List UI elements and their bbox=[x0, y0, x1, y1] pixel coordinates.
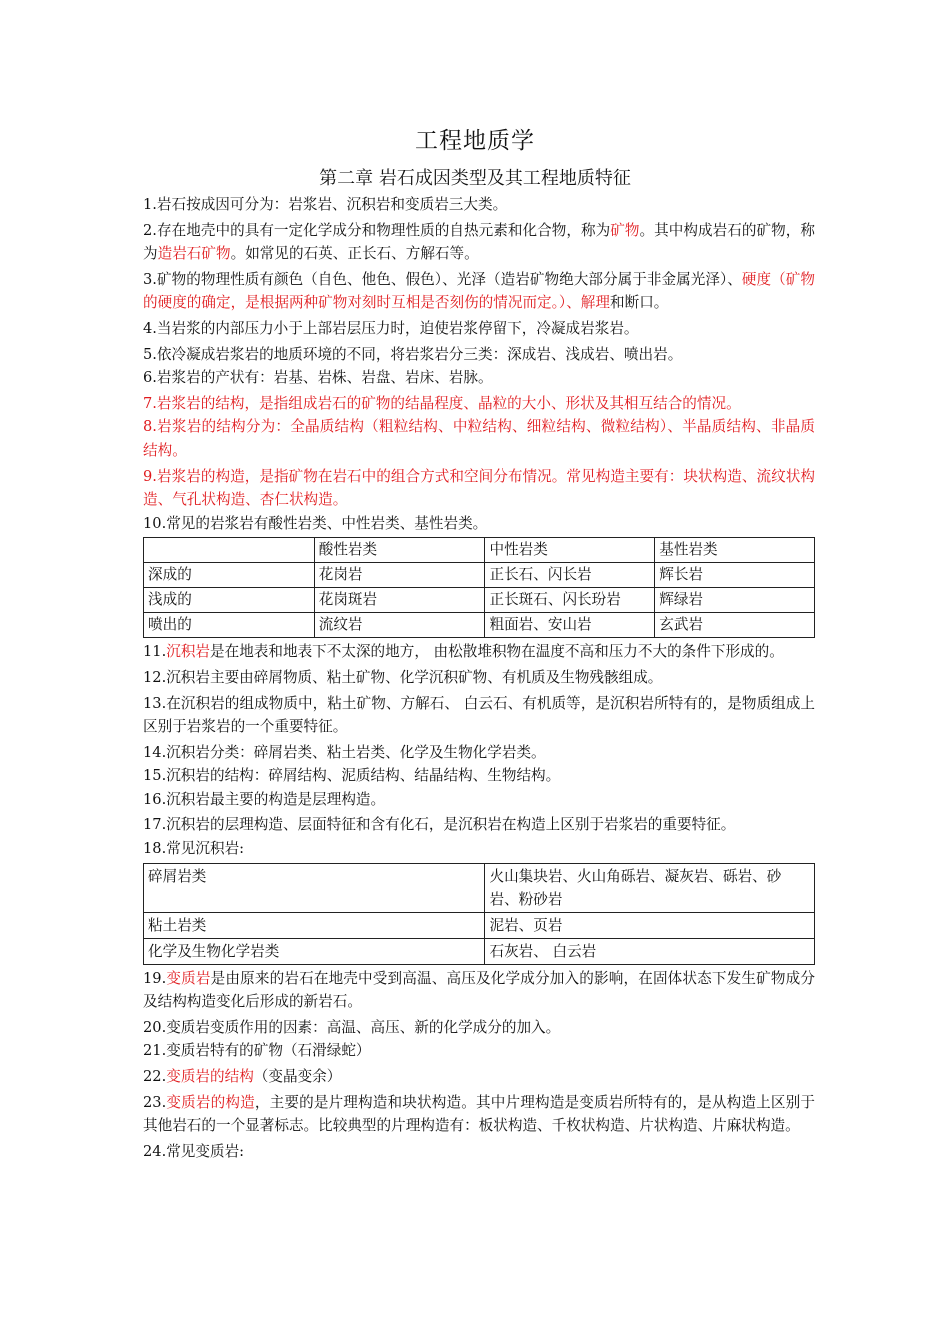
item-20: 20.变质岩变质作用的因素：高温、高压、新的化学成分的加入。 bbox=[143, 1018, 561, 1036]
item-22: 22.变质岩的结构（变晶变余） bbox=[143, 1068, 342, 1086]
table-row bbox=[144, 588, 815, 613]
igneous-rock-table bbox=[143, 537, 815, 638]
table-row bbox=[144, 912, 815, 938]
table-cell: 浅成的 bbox=[144, 588, 315, 613]
sedimentary-rock-table bbox=[143, 863, 815, 965]
table-cell: 辉长岩 bbox=[655, 563, 815, 588]
item-14: 14.沉积岩分类：碎屑岩类、粘土岩类、化学及生物化学岩类。 bbox=[143, 743, 546, 761]
table-cell: 花岗岩 bbox=[314, 563, 485, 588]
item-8: 8.岩浆岩的结构分为：全晶质结构（粗粒结构、中粒结构、细粒结构、微粒结构）、半晶质结构、非晶质结构。 bbox=[143, 418, 815, 459]
table-cell: 碎屑岩类 bbox=[144, 863, 485, 912]
item-18: 18.常见沉积岩: bbox=[143, 840, 245, 858]
table-row bbox=[144, 563, 815, 588]
table-cell: 基性岩类 bbox=[655, 538, 815, 563]
table-cell: 粗面岩、安山岩 bbox=[485, 613, 655, 638]
table-cell: 化学及生物化学岩类 bbox=[144, 938, 485, 964]
table-cell: 正长斑石、闪长玢岩 bbox=[485, 588, 655, 613]
item-5: 5.依冷凝成岩浆岩的地质环境的不同，将岩浆岩分三类：深成岩、浅成岩、喷出岩。 bbox=[143, 345, 683, 363]
chapter-heading: 第二章 岩石成因类型及其工程地质特征 bbox=[319, 168, 631, 189]
item-3: 3.矿物的物理性质有颜色（自色、他色、假色）、光泽（造岩矿物绝大部分属于非金属光泽）、硬度（矿物的硬度的确定，是根据两种矿物对刻时互相是否刻伤的情况而定。）、解理和断口。 bbox=[143, 270, 815, 312]
table-row bbox=[144, 938, 815, 964]
table-cell: 石灰岩、 白云岩 bbox=[485, 938, 815, 964]
table-cell: 玄武岩 bbox=[655, 613, 815, 638]
item-7: 7.岩浆岩的结构，是指组成岩石的矿物的结晶程度、晶粒的大小、形状及其相互结合的情况。 bbox=[143, 394, 741, 412]
table-cell: 辉绿岩 bbox=[655, 588, 815, 613]
table-cell: 流纹岩 bbox=[314, 613, 485, 638]
item-21: 21.变质岩特有的矿物（石滑绿蛇） bbox=[143, 1042, 371, 1060]
item-24: 24.常见变质岩: bbox=[143, 1142, 245, 1160]
table-row bbox=[144, 863, 815, 912]
item-6: 6.岩浆岩的产状有：岩基、岩株、岩盘、岩床、岩脉。 bbox=[143, 369, 493, 387]
table-cell: 火山集块岩、火山角砾岩、凝灰岩、砾岩、砂岩、粉砂岩 bbox=[485, 863, 815, 912]
table-cell: 粘土岩类 bbox=[144, 912, 485, 938]
item-9: 9.岩浆岩的构造，是指矿物在岩石中的组合方式和空间分布情况。常见构造主要有：块状构造、流纹状构造、气孔状构造、杏仁状构造。 bbox=[143, 467, 815, 509]
table-cell: 中性岩类 bbox=[485, 538, 655, 563]
table-cell: 酸性岩类 bbox=[314, 538, 485, 563]
table-cell: 喷出的 bbox=[144, 613, 315, 638]
table-row bbox=[144, 613, 815, 638]
table-cell: 泥岩、页岩 bbox=[485, 912, 815, 938]
item-13: 13.在沉积岩的组成物质中，粘土矿物、方解石、 白云石、有机质等，是沉积岩所特有的，是物质组成上区别于岩浆岩的一个重要特征。 bbox=[143, 694, 815, 736]
table-cell: 花岗斑岩 bbox=[314, 588, 485, 613]
table-cell bbox=[144, 538, 315, 563]
item-11: 11.沉积岩是在地表和地表下不太深的地方， 由松散堆积物在温度不高和压力不大的条件下形成的。 bbox=[143, 643, 784, 661]
table-cell: 正长石、闪长岩 bbox=[485, 563, 655, 588]
item-16: 16.沉积岩最主要的构造是层理构造。 bbox=[143, 790, 386, 808]
item-10: 10.常见的岩浆岩有酸性岩类、中性岩类、基性岩类。 bbox=[143, 514, 488, 532]
item-17: 17.沉积岩的层理构造、层面特征和含有化石，是沉积岩在构造上区别于岩浆岩的重要特征。 bbox=[143, 816, 736, 834]
table-header-row bbox=[144, 538, 815, 563]
page-title: 工程地质学 bbox=[415, 128, 535, 154]
item-12: 12.沉积岩主要由碎屑物质、粘土矿物、化学沉积矿物、有机质及生物残骸组成。 bbox=[143, 668, 663, 686]
item-2: 2.存在地壳中的具有一定化学成分和物理性质的自热元素和化合物，称为矿物。其中构成岩石的矿物，称为造岩石矿物。如常见的石英、正长石、方解石等。 bbox=[143, 221, 815, 263]
item-1: 1.岩石按成因可分为：岩浆岩、沉积岩和变质岩三大类。 bbox=[143, 196, 508, 213]
table-cell: 深成的 bbox=[144, 563, 315, 588]
item-15: 15.沉积岩的结构：碎屑结构、泥质结构、结晶结构、生物结构。 bbox=[143, 767, 561, 785]
item-19: 19.变质岩是由原来的岩石在地壳中受到高温、高压及化学成分加入的影响，在固体状态下发生矿物成分及结构构造变化后形成的新岩石。 bbox=[143, 969, 815, 1011]
document-body bbox=[143, 193, 815, 1163]
item-23: 23.变质岩的构造，主要的是片理构造和块状构造。其中片理构造是变质岩所特有的，是从构造上区别于其他岩石的一个显著标志。比较典型的片理构造有：板状构造、千枚状构造、片状构造、片麻状构造。 bbox=[143, 1093, 815, 1135]
item-4: 4.当岩浆的内部压力小于上部岩层压力时，迫使岩浆停留下，冷凝成岩浆岩。 bbox=[143, 319, 639, 337]
